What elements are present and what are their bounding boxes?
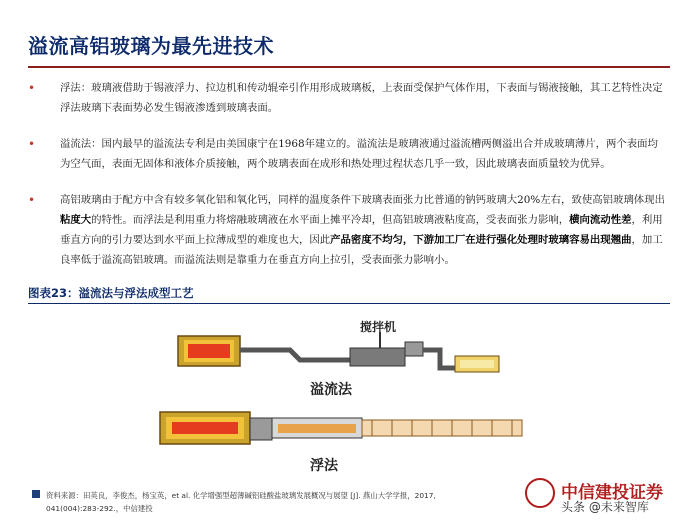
process-diagram-svg	[150, 318, 530, 482]
float-line	[160, 412, 522, 444]
bullet-emphasis: 产品密度不均匀，下游加工厂在进行强化处理时玻璃容易出现翘曲	[330, 234, 632, 246]
bullet-item	[28, 78, 668, 118]
bullet-item	[28, 134, 668, 174]
float-label: 浮法	[310, 458, 338, 474]
overflow-line	[178, 332, 499, 372]
bullet-item	[28, 190, 668, 270]
bullet-emphasis: 横向流动性差	[569, 214, 632, 226]
source-marker	[32, 490, 40, 498]
bullet-dot-icon: •	[28, 193, 36, 207]
logo-name: 中信建投证券	[561, 483, 663, 503]
mixer-label: 搅拌机	[360, 320, 397, 334]
process-diagram	[150, 318, 530, 482]
logo-emblem-icon	[525, 478, 555, 508]
source-note: 资料来源：田英良，李俊杰，杨宝英，et al. 化学增强型超薄碱铝硅酸盐玻璃发展概况与展望 [J]. 燕山大学学报，2017, 041(004):283-292.，中信建投	[46, 491, 436, 513]
bullet-dot-icon: •	[28, 81, 36, 95]
bullet-list	[28, 78, 668, 286]
bullet-text: ，利用垂直方向的引力要达到水平面上拉薄成型的难度也大，因此	[60, 214, 663, 246]
bullet-emphasis: 粘度大	[60, 214, 92, 226]
bullet-text: 的特性。而浮法是利用重力将熔融玻璃液在水平面上摊平冷却，但高铝玻璃液粘度高，受表面张力影响，	[91, 214, 570, 226]
bullet-text: ，加工良率低于溢流高铝玻璃。而溢流法则是靠重力在垂直方向上拉引，受表面张力影响小。	[60, 234, 663, 266]
bullet-text: 浮法：玻璃液借助于锡液浮力、拉边机和传动辊牵引作用形成玻璃板，上表面受保护气体作用，下表面与锡液接触，其工艺特性决定浮法玻璃下表面势必发生锡液渗透到玻璃表面。	[60, 82, 663, 114]
brand-logo	[525, 470, 695, 520]
title-divider	[28, 66, 670, 68]
bullet-dot-icon: •	[28, 137, 36, 151]
slide-title: 溢流高铝玻璃为最先进技术	[28, 34, 274, 58]
bullet-text: 高铝玻璃由于配方中含有较多氧化铝和氧化钙，同样的温度条件下玻璃表面张力比普通的钠钙玻璃大20%左右，致使高铝玻璃体现出	[60, 194, 665, 206]
overflow-label: 溢流法	[310, 382, 352, 398]
logo-subtitle: 头条 @未来智库	[561, 500, 649, 514]
bullet-text: 溢流法：国内最早的溢流法专利是由美国康宁在1968年建立的。溢流法是玻璃液通过溢流槽两侧溢出合并成玻璃薄片，两个表面均为空气面，表面无固体和液体介质接触，两个玻璃表面在成形和热处理过程状态几乎一致，因此玻璃表面质量较为优异。	[60, 138, 658, 170]
figure-title: 图表23：溢流法与浮法成型工艺	[28, 286, 194, 300]
figure-divider	[28, 303, 670, 304]
